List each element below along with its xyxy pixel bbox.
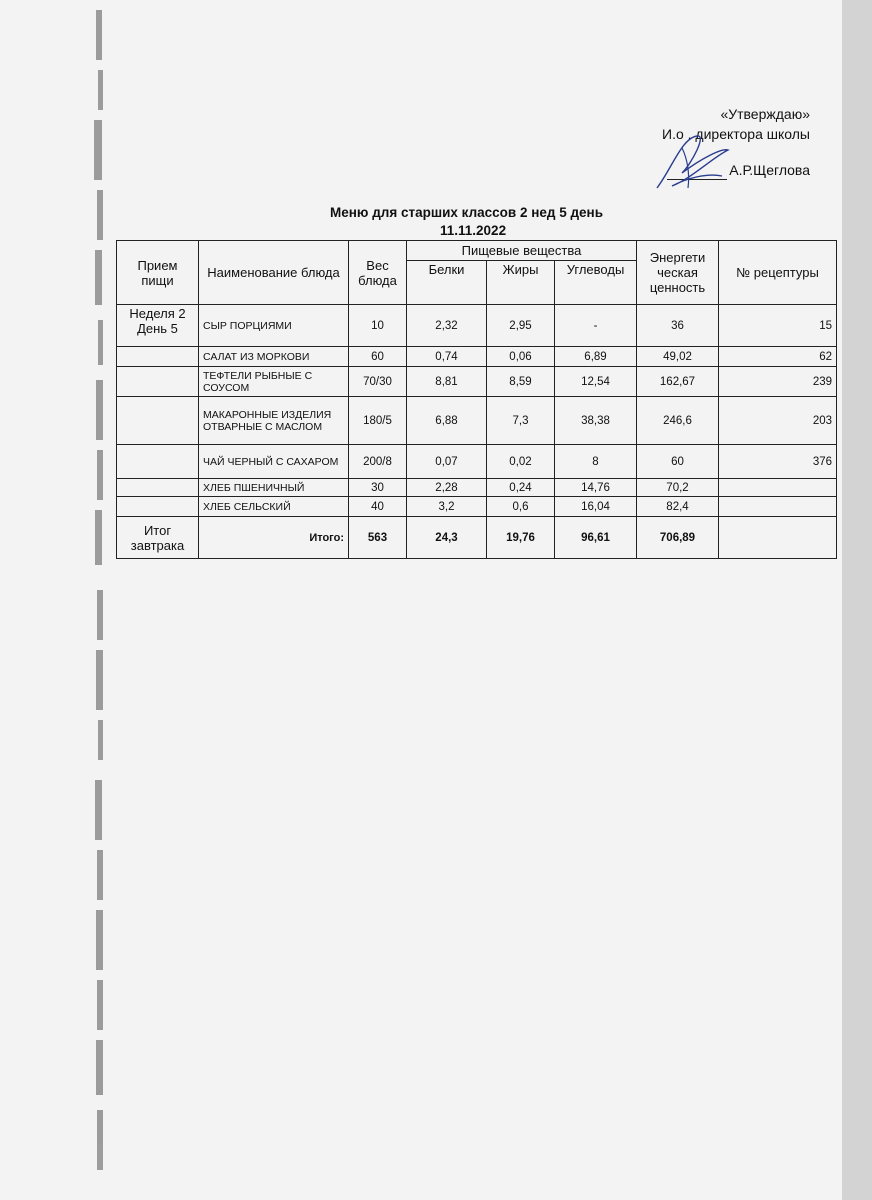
- dish-energy: 60: [637, 445, 719, 479]
- meal-empty: [117, 397, 199, 445]
- approval-position: И.о . директора школы: [662, 126, 810, 142]
- header-nutrients: Пищевые вещества: [407, 241, 637, 261]
- dish-protein: 0,07: [407, 445, 487, 479]
- total-recipe-empty: [719, 517, 837, 559]
- dish-energy: 246,6: [637, 397, 719, 445]
- table-row: [117, 445, 837, 479]
- total-label: Итого:: [199, 517, 349, 559]
- dish-weight: 180/5: [349, 397, 407, 445]
- dish-protein: 6,88: [407, 397, 487, 445]
- dish-recipe: 15: [719, 305, 837, 347]
- dish-name: ХЛЕБ СЕЛЬСКИЙ: [199, 497, 349, 517]
- dish-energy: 162,67: [637, 367, 719, 397]
- meal-empty: [117, 347, 199, 367]
- table-row: [117, 479, 837, 497]
- dish-recipe: 239: [719, 367, 837, 397]
- total-energy: 706,89: [637, 517, 719, 559]
- dish-fat: 2,95: [487, 305, 555, 347]
- total-protein: 24,3: [407, 517, 487, 559]
- dish-name: САЛАТ ИЗ МОРКОВИ: [199, 347, 349, 367]
- table-row: [117, 497, 837, 517]
- meal-label: Неделя 2 День 5: [117, 305, 199, 347]
- dish-fat: 8,59: [487, 367, 555, 397]
- dish-carbs: 12,54: [555, 367, 637, 397]
- scan-noise-decoration: [832, 0, 872, 1200]
- total-weight: 563: [349, 517, 407, 559]
- meal-empty: [117, 367, 199, 397]
- table-row: [117, 305, 837, 347]
- header-protein: Белки: [407, 261, 487, 305]
- dish-energy: 49,02: [637, 347, 719, 367]
- dish-carbs: 8: [555, 445, 637, 479]
- meal-empty: [117, 445, 199, 479]
- binding-holes-decoration: [88, 0, 118, 1200]
- header-carbs: Углеводы: [555, 261, 637, 305]
- dish-fat: 0,02: [487, 445, 555, 479]
- header-recipe: № рецептуры: [719, 241, 837, 305]
- dish-recipe: 203: [719, 397, 837, 445]
- dish-weight: 30: [349, 479, 407, 497]
- dish-recipe: 376: [719, 445, 837, 479]
- dish-recipe: [719, 479, 837, 497]
- total-carbs: 96,61: [555, 517, 637, 559]
- table-row: [117, 367, 837, 397]
- dish-weight: 200/8: [349, 445, 407, 479]
- header-energy: Энергети ческая ценность: [637, 241, 719, 305]
- dish-carbs: 16,04: [555, 497, 637, 517]
- dish-energy: 70,2: [637, 479, 719, 497]
- dish-recipe: 62: [719, 347, 837, 367]
- header-dish: Наименование блюда: [199, 241, 349, 305]
- handwritten-signature: [652, 128, 732, 198]
- total-row: [117, 517, 837, 559]
- dish-weight: 60: [349, 347, 407, 367]
- dish-carbs: 38,38: [555, 397, 637, 445]
- dish-carbs: 6,89: [555, 347, 637, 367]
- dish-fat: 0,06: [487, 347, 555, 367]
- dish-protein: 2,28: [407, 479, 487, 497]
- dish-protein: 3,2: [407, 497, 487, 517]
- menu-date: 11.11.2022: [440, 223, 507, 238]
- total-meal-label: Итог завтрака: [117, 517, 199, 559]
- table-row: [117, 397, 837, 445]
- dish-name: СЫР ПОРЦИЯМИ: [199, 305, 349, 347]
- dish-name: ХЛЕБ ПШЕНИЧНЫЙ: [199, 479, 349, 497]
- menu-table: [116, 240, 837, 559]
- header-fat: Жиры: [487, 261, 555, 305]
- meal-empty: [117, 479, 199, 497]
- dish-protein: 0,74: [407, 347, 487, 367]
- table-row: [117, 347, 837, 367]
- dish-name: ЧАЙ ЧЕРНЫЙ С САХАРОМ: [199, 445, 349, 479]
- dish-energy: 36: [637, 305, 719, 347]
- header-weight: Вес блюда: [349, 241, 407, 305]
- dish-name: ТЕФТЕЛИ РЫБНЫЕ С СОУСОМ: [199, 367, 349, 397]
- dish-protein: 8,81: [407, 367, 487, 397]
- dish-protein: 2,32: [407, 305, 487, 347]
- dish-weight: 40: [349, 497, 407, 517]
- dish-carbs: -: [555, 305, 637, 347]
- approval-heading: «Утверждаю»: [720, 106, 810, 122]
- dish-fat: 0,6: [487, 497, 555, 517]
- header-meal: Прием пищи: [117, 241, 199, 305]
- approval-signatory: А.Р.Щеглова: [729, 162, 810, 178]
- dish-energy: 82,4: [637, 497, 719, 517]
- meal-empty: [117, 497, 199, 517]
- dish-weight: 70/30: [349, 367, 407, 397]
- dish-name: МАКАРОННЫЕ ИЗДЕЛИЯ ОТВАРНЫЕ С МАСЛОМ: [199, 397, 349, 445]
- dish-fat: 7,3: [487, 397, 555, 445]
- dish-fat: 0,24: [487, 479, 555, 497]
- dish-recipe: [719, 497, 837, 517]
- dish-weight: 10: [349, 305, 407, 347]
- dish-carbs: 14,76: [555, 479, 637, 497]
- total-fat: 19,76: [487, 517, 555, 559]
- menu-title: Меню для старших классов 2 нед 5 день: [330, 205, 603, 220]
